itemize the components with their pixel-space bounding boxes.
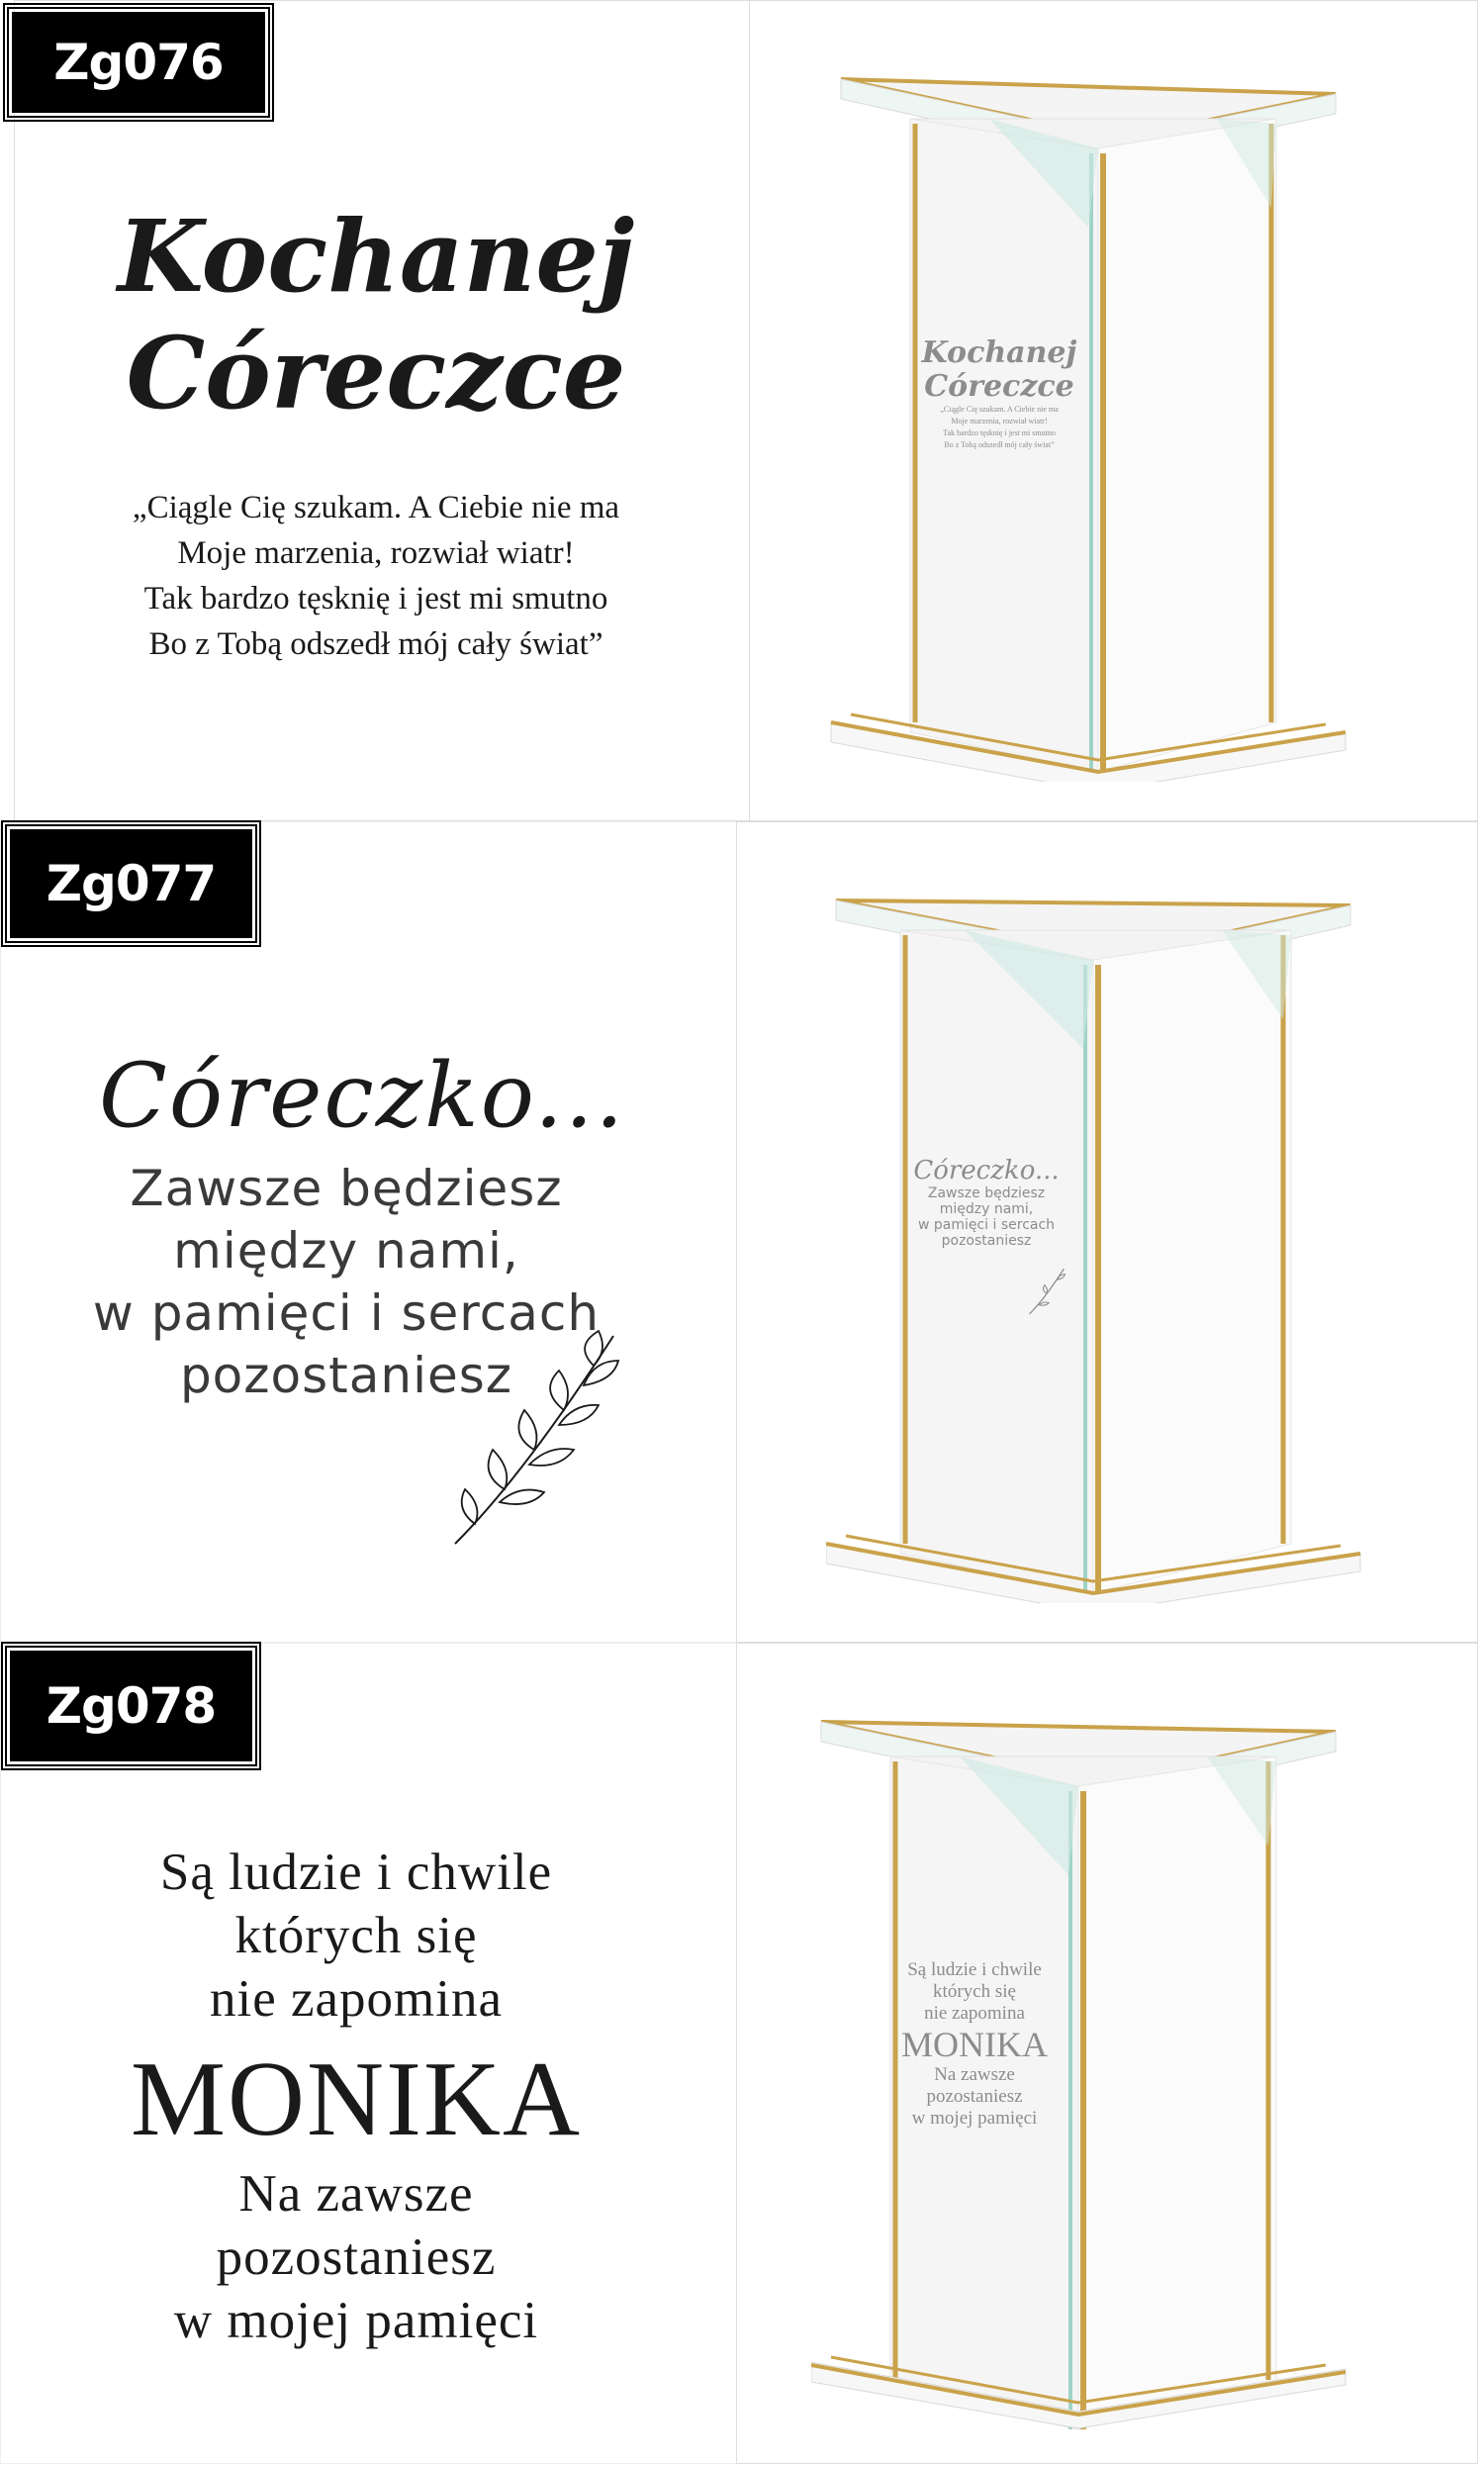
verse-line-4: Na zawsze bbox=[238, 2165, 474, 2223]
glass-stand-image bbox=[821, 40, 1375, 782]
headline-script: Córeczko... bbox=[99, 1044, 626, 1148]
engraving-verse-3: nie zapomina bbox=[924, 2003, 1025, 2024]
product-panel-zg076 bbox=[0, 0, 1484, 821]
verse-line-1: Są ludzie i chwile bbox=[159, 1844, 553, 1901]
headline-line-1: Kochanej bbox=[117, 198, 635, 315]
product-panel-zg078 bbox=[0, 1643, 1484, 2465]
engraving-verse-2: Moje marzenia, rozwiał wiatr! bbox=[951, 417, 1048, 426]
stand-engraving bbox=[885, 1959, 1064, 2130]
verse-line-4: pozostaniesz bbox=[179, 1347, 513, 1404]
engraving-verse-4: pozostaniesz bbox=[941, 1233, 1032, 1249]
verse-line-3: w pamięci i sercach bbox=[92, 1284, 601, 1342]
headline-line-2: Córeczce bbox=[126, 315, 626, 431]
verse-top bbox=[59, 1841, 653, 2031]
verse-line-5: pozostaniesz bbox=[216, 2228, 497, 2286]
engraving-headline: Córeczko... bbox=[913, 1156, 1060, 1185]
headline bbox=[99, 1044, 626, 1148]
verse-line-1: Zawsze będziesz bbox=[130, 1160, 563, 1217]
engraving-verse-3: Tak bardzo tęsknię i jest mi smutno bbox=[943, 428, 1056, 437]
verse-line-6: w mojej pamięci bbox=[173, 2292, 539, 2349]
engraving-name: MONIKA bbox=[901, 2025, 1048, 2064]
name: MONIKA bbox=[131, 2040, 582, 2158]
verse-line-1: „Ciągle Cię szukam. A Ciebie nie ma bbox=[132, 490, 620, 525]
stand-engraving bbox=[902, 1156, 1070, 1249]
engraving-headline-1: Kochanej bbox=[921, 335, 1077, 370]
verse-bottom bbox=[59, 2162, 653, 2352]
verse-line-2: Moje marzenia, rozwiał wiatr! bbox=[177, 535, 575, 571]
engraving-verse-1: „Ciągle Cię szukam. A Ciebie nie ma bbox=[940, 405, 1059, 414]
engraving-verse-1: Są ludzie i chwile bbox=[907, 1959, 1042, 1980]
stand-engraving bbox=[915, 336, 1083, 451]
verse-line-4: Bo z Tobą odszedł mój cały świat” bbox=[148, 626, 603, 662]
verse-line-3: nie zapomina bbox=[209, 1970, 504, 2028]
verse-line-2: między nami, bbox=[173, 1222, 519, 1280]
headline bbox=[79, 198, 673, 431]
engraving-olive-branch-icon bbox=[1027, 1267, 1067, 1316]
engraving-verse-2: między nami, bbox=[939, 1201, 1034, 1217]
verse-line-2: których się bbox=[234, 1907, 478, 1964]
verse-line-3: Tak bardzo tęsknię i jest mi smutno bbox=[143, 581, 608, 616]
product-panel-zg077 bbox=[0, 821, 1484, 1643]
engraving-verse-4: Na zawsze bbox=[934, 2064, 1015, 2085]
engraving-verse-2: których się bbox=[933, 1981, 1016, 2002]
engraving-verse-3: w pamięci i sercach bbox=[917, 1217, 1056, 1233]
verse bbox=[59, 485, 693, 667]
product-code-tag: Zg076 bbox=[12, 12, 265, 113]
engraving-headline-2: Córeczce bbox=[924, 369, 1074, 404]
engraving-verse-6: w mojej pamięci bbox=[911, 2108, 1038, 2129]
product-code-tag: Zg077 bbox=[10, 829, 252, 938]
olive-branch-icon bbox=[445, 1326, 623, 1554]
engraving-verse-1: Zawsze będziesz bbox=[927, 1185, 1046, 1201]
engraving-verse-5: pozostaniesz bbox=[926, 2086, 1023, 2107]
engraving-verse-4: Bo z Tobą odszedł mój cały świat” bbox=[944, 440, 1055, 449]
product-code-tag: Zg078 bbox=[10, 1651, 252, 1761]
